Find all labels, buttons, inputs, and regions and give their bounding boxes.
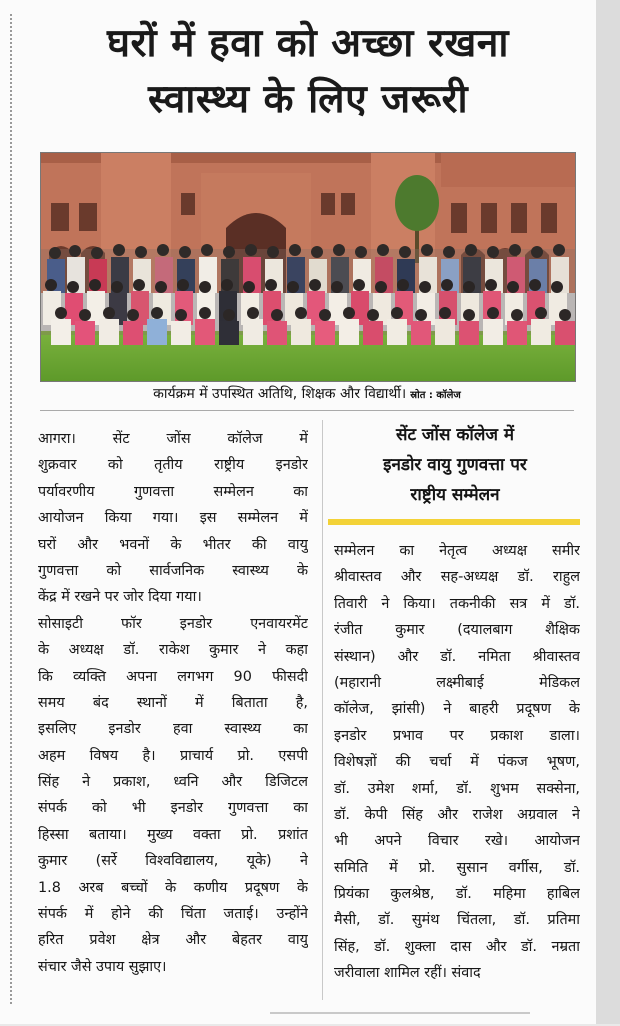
subhead-line: राष्ट्रीय सम्मेलन — [410, 485, 500, 505]
subhead-line: इनडोर वायु गुणवत्ता पर — [383, 455, 527, 475]
text-line: समिति में प्रो. सुसान वर्गीस, डॉ. — [334, 859, 580, 876]
text-line: आगरा। सेंट जोंस कॉलेज में — [38, 431, 308, 447]
headline-line: घरों में हवा को अच्छा रखना — [106, 21, 510, 66]
text-line: संस्थान) और डॉ. नमिता श्रीवास्तव — [334, 648, 580, 665]
text-line: केंद्र में रखने पर जोर दिया गया। — [38, 589, 202, 606]
text-line: संचार जैसे उपाय सुझाए। — [38, 958, 167, 975]
text-line: शुक्रवार को तृतीय राष्ट्रीय इनडोर — [38, 457, 308, 474]
highlight-bar — [328, 519, 580, 525]
text-line: पर्यावरणीय गुणवत्ता सम्मेलन का — [38, 483, 308, 500]
text-line: इसलिए इनडोर हवा स्वास्थ्य का — [38, 721, 308, 738]
text-line: घरों और भवनों के भीतर की वायु — [38, 536, 308, 553]
text-line: डॉ. उमेश शर्मा, डॉ. शुभम सक्सेना, — [334, 780, 580, 797]
text-line: गुणवत्ता को सार्वजनिक स्वास्थ्य के — [38, 562, 308, 579]
text-line: प्रियंका कुलश्रेष्ठ, डॉ. महिमा हाबिल — [334, 886, 580, 903]
text-line: सिंह ने प्रकाश, ध्वनि और डिजिटल — [38, 774, 308, 791]
article-body-right — [334, 538, 580, 987]
text-line: हिस्सा बताया। मुख्य वक्ता प्रो. प्रशांत — [38, 826, 308, 843]
headline-line: स्वास्थ्य के लिए जरूरी — [147, 77, 469, 122]
text-line: समय बंद स्थानों में बिताता है, — [38, 694, 308, 711]
caption-divider — [40, 410, 574, 411]
group-photo-icon — [41, 153, 575, 381]
text-line: तिवारी ने किया। तकनीकी सत्र में डॉ. — [334, 595, 580, 612]
caption-source: स्रोत : कॉलेज — [410, 390, 461, 401]
text-line: अहम विषय है। प्राचार्य प्रो. एसपी — [38, 747, 308, 764]
text-line: (महारानी लक्ष्मीबाई मेडिकल — [334, 674, 580, 691]
photo-caption — [40, 382, 574, 406]
text-line: मैसी, डॉ. सुमंथ चिंतला, डॉ. प्रतिमा — [334, 912, 580, 929]
text-line: आयोजन किया गया। इस सम्मेलन में — [38, 510, 308, 527]
page-margin — [596, 0, 620, 1024]
text-line: हरित प्रवेश क्षेत्र और बेहतर वायु — [38, 932, 308, 949]
text-line: कुमार (सर्रे विश्वविद्यालय, यूके) ने — [38, 853, 308, 870]
subheadline — [326, 420, 584, 510]
text-line: विशेषज्ञों की चर्चा में पंकज भूषण, — [334, 754, 580, 771]
text-line: डॉ. केपी सिंह और राजेश अग्रवाल ने — [334, 806, 580, 823]
headline — [20, 16, 596, 128]
column-divider — [322, 420, 323, 1000]
text-line: कॉलेज, झांसी) ने बाहरी प्रदूषण के — [334, 701, 580, 718]
text-line: रंजीत कुमार (दयालबाग शैक्षिक — [334, 622, 580, 639]
text-line: संपर्क को भी इनडोर गुणवत्ता का — [38, 800, 308, 817]
text-line: कि व्यक्ति अपना लगभग 90 फीसदी — [38, 668, 308, 685]
text-line: सिंह, डॉ. शुक्ला दास और डॉ. नम्रता — [334, 938, 580, 955]
text-line: 1.8 अरब बच्चों के कणीय प्रदूषण के — [38, 879, 308, 896]
text-line: भी अपने विचार रखे। आयोजन — [334, 833, 580, 850]
subhead-line: सेंट जोंस कॉलेज में — [395, 425, 515, 445]
caption-text: कार्यक्रम में उपस्थित अतिथि, शिक्षक और विद्यार्थी। — [153, 386, 407, 402]
article-body-left — [38, 426, 308, 980]
text-line: सम्मेलन का नेतृत्व अध्यक्ष समीर — [334, 543, 580, 559]
text-line: के अध्यक्ष डॉ. राकेश कुमार ने कहा — [38, 642, 308, 659]
text-line: श्रीवास्तव और सह-अध्यक्ष डॉ. राहुल — [334, 569, 580, 586]
group-photo — [40, 152, 576, 382]
text-line: सोसाइटी फॉर इनडोर एनवायरमेंट — [38, 615, 308, 632]
text-line: जरीवाला शामिल रहीं। संवाद — [334, 965, 481, 982]
text-line: संपर्क में होने की चिंता जताई। उन्होंने — [38, 906, 308, 923]
dotted-divider — [10, 14, 12, 1004]
text-line: इनडोर प्रभाव पर प्रकाश डाला। — [334, 727, 580, 744]
